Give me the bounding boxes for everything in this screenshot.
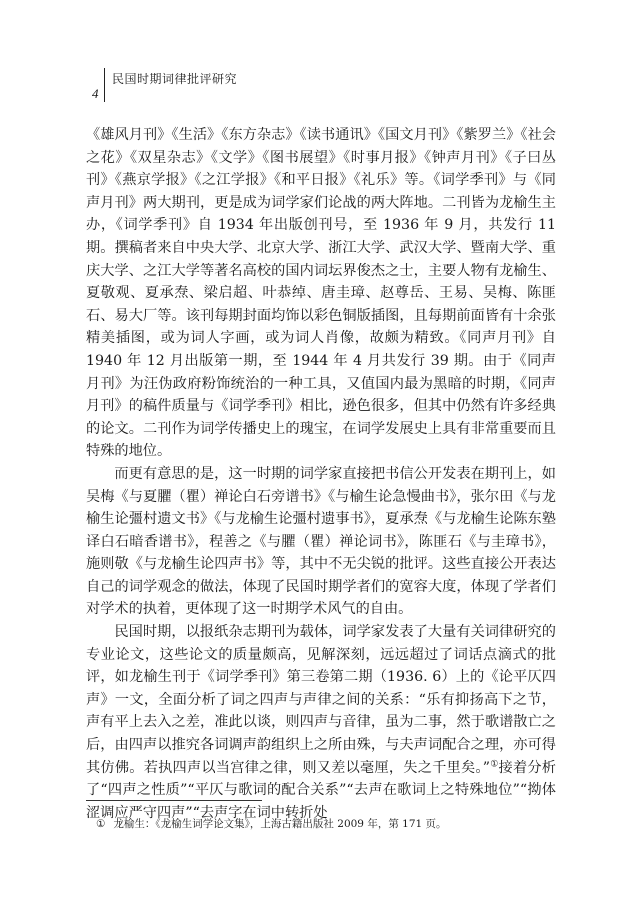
footnote-divider [86,800,262,801]
running-title: 民国时期词律批评研究 [112,72,238,86]
paragraph-3-text-continued: 接着分析了“四声之性质”“平仄与歌词的配合关系”“去声在歌词上之特殊地位”“拗体涩调应严守四声”“去声字在词中转折处 [86,759,556,821]
body-text [86,124,556,824]
footnote-marker: ① [96,818,106,830]
footnote-reference[interactable]: ① [489,758,499,769]
footnote [96,816,447,831]
header-divider [104,68,105,102]
paragraph-2: 而更有意思的是，这一时期的词学家直接把书信公开发表在期刊上，如吴梅《与夏臞（瞿）禅论白石旁谱书》《与榆生论急慢曲书》，张尔田《与龙榆生论彊村遗文书》《与龙榆生论彊村遗事书》，夏承焘《与龙榆生论陈东塾译白石暗香谱书》，程善之《与臞（瞿）禅论词书》，陈匪石《与圭璋书》，施则敬《与龙榆生论四声书》等，其中不无尖锐的批评。这些直接公开表达自己的词学观念的做法，体现了民国时期学者们的宽容大度，体现了学者们对学术的执着，更体现了这一时期学术风气的自由。 [86,465,556,618]
paragraph-3 [86,621,556,824]
page-number: 4 [92,86,99,101]
paragraph-3-text: 民国时期，以报纸杂志期刊为载体，词学家发表了大量有关词律研究的专业论文，这些论文的质量颇高，见解深刻，远远超过了词话点滴式的批评，如龙榆生刊于《词学季刊》第三卷第二期（1936. 6）上的《论平仄四声》一文，全面分析了词之四声与声律之间的关系：“乐有抑扬高下之节，声有平上去入之差，准此以谈，则四声与音律，虽为二事，然于歌谱散亡之后，由四声以推究各词调声韵组织上之所由殊，与夫声词配合之理，亦可得其仿佛。若执四声以当宫律之律，则又差以毫厘，失之千里矣。” [86,624,556,776]
footnote-text: 龙榆生：《龙榆生词学论文集》，上海古籍出版社 2009 年，第 171 页。 [113,818,447,830]
paragraph-1: 《雄风月刊》《生活》《东方杂志》《读书通讯》《国文月刊》《紫罗兰》《社会之花》《双星杂志》《文学》《图书展望》《时事月报》《钟声月刊》《子曰丛刊》《燕京学报》《之江学报》《和平日报》《礼乐》等。《词学季刊》与《同声月刊》两大期刊，更是成为词学家们论战的两大阵地。二刊皆为龙榆生主办，《词学季刊》自 1934 年出版创刊号，至 1936 年 9 月，共发行 11 期。撰稿者来自中央大学、北京大学、浙江大学、武汉大学、暨南大学、重庆大学、之江大学等著名高校的国内词坛界俊杰之士，主要人物有龙榆生、夏敬观、夏承焘、梁启超、叶恭绰、唐圭璋、赵尊岳、王易、吴梅、陈匪石、易大厂等。该刊每期封面均饰以彩色铜版插图，且每期前面皆有十余张精美插图，或为词人字画，或为词人肖像，故颇为精致。《同声月刊》自 1940 年 12 月出版第一期，至 1944 年 4 月共发行 39 期。由于《同声月刊》为汪伪政府粉饰统治的一种工具，又值国内最为黑暗的时期，《同声月刊》的稿件质量与《词学季刊》相比，逊色很多，但其中仍然有许多经典的论文。二刊作为词学传播史上的瑰宝，在词学发展史上具有非常重要而且特殊的地位。 [86,127,556,460]
